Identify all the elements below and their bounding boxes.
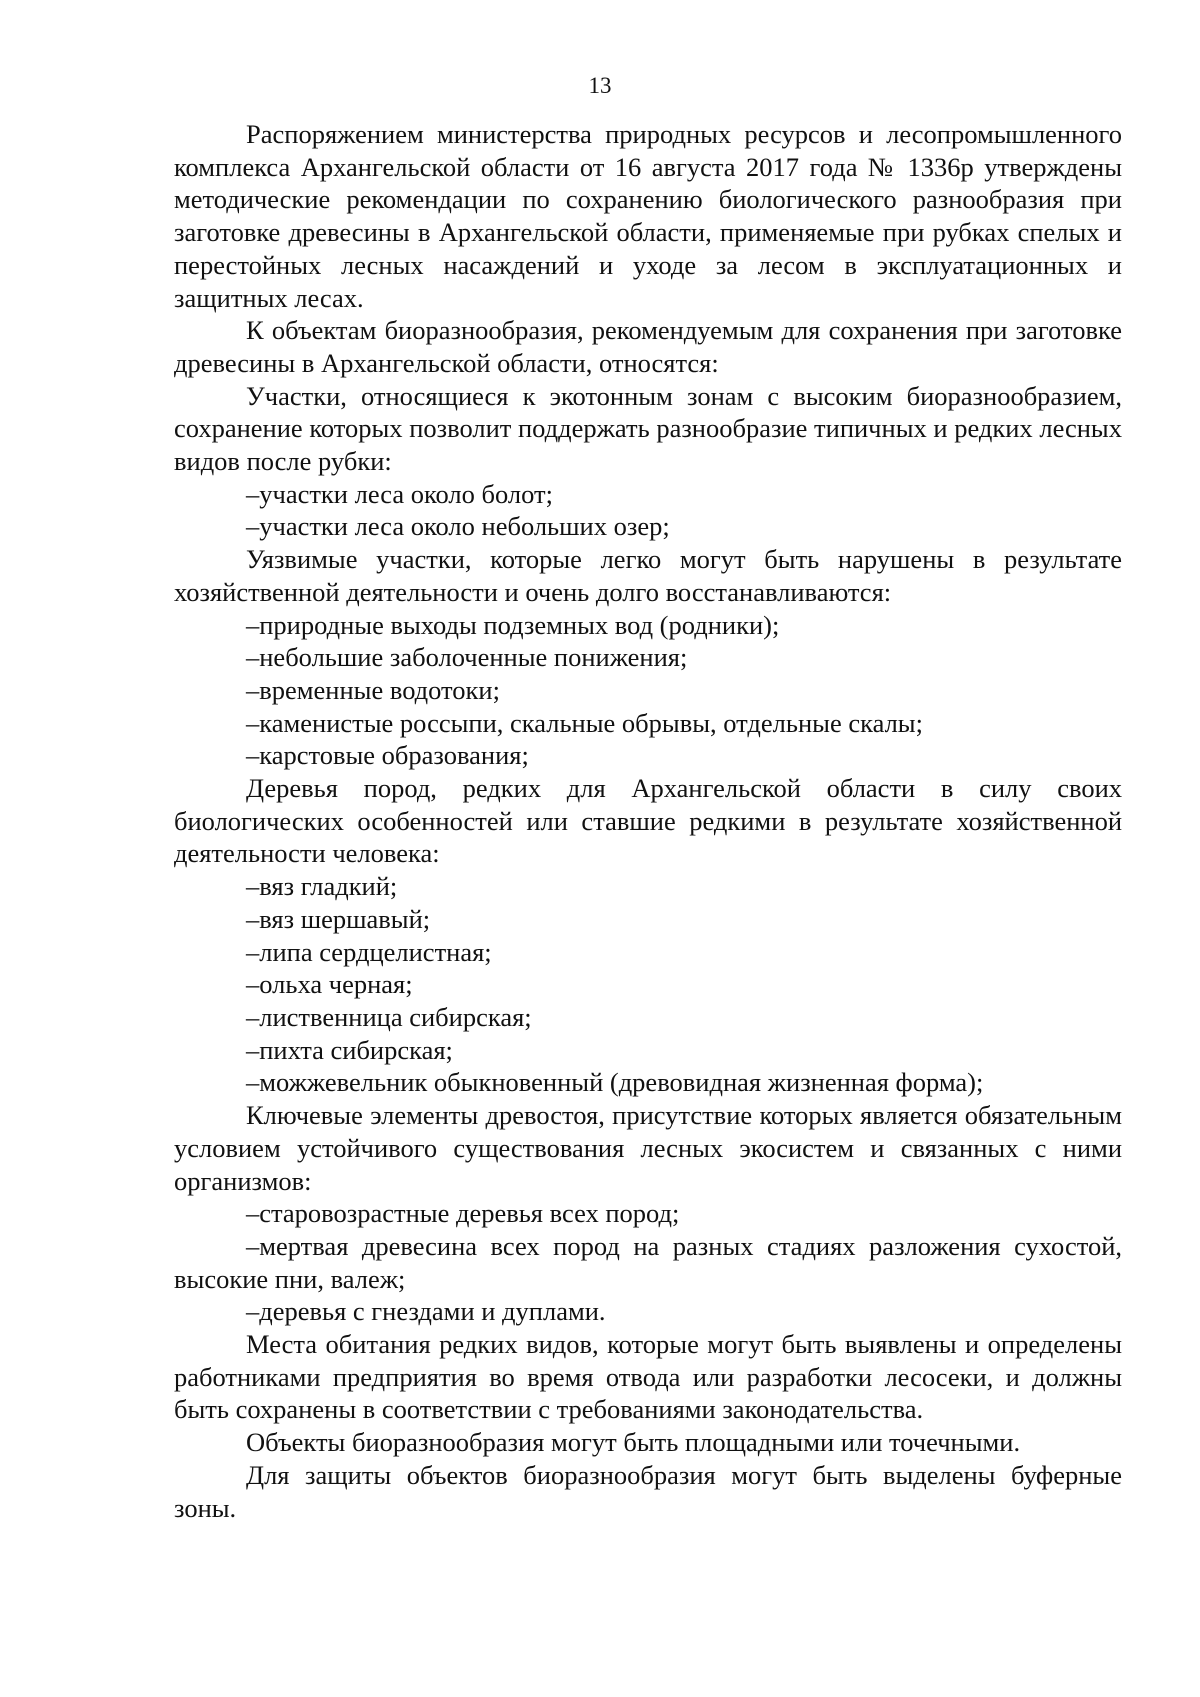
list-item: –каменистые россыпи, скальные обрывы, отдельные скалы; [246,707,923,738]
paragraph-vulnerable-areas: Уязвимые участки, которые легко могут быть нарушены в результате хозяйственной деятельности и очень долго восстанавливаются: [174,544,1122,607]
list-item: –ольха черная; [246,969,413,1000]
list-item: –вяз гладкий; [246,871,398,902]
list-item: –участки леса около болот; [246,478,553,509]
list-item: –вяз шершавый; [246,903,431,934]
paragraph-object-types: Объекты биоразнообразия могут быть площадными или точечными. [246,1427,1021,1458]
paragraph-key-elements: Ключевые элементы древостоя, присутствие которых является обязательным условием устойчивого существования лесных экосистем и связанных с ними организмов: [174,1100,1122,1196]
list-item: –липа сердцелистная; [246,936,492,967]
list-item: –можжевельник обыкновенный (древовидная жизненная форма); [246,1067,984,1098]
list-item: –природные выходы подземных вод (родники); [246,609,780,640]
paragraph-order-intro: Распоряжением министерства природных ресурсов и лесопромышленного комплекса Архангельской области от 16 августа 2017 года № 1336р утверждены методические рекомендации по сохранению биологического разнообразия при заготовке древесины в Архангельской области, применяемые при рубках спелых и перестойных лесных насаждений и уходе за лесом в эксплуатационных и защитных лесах. [174,119,1122,313]
list-item: –участки леса около небольших озер; [246,511,670,542]
list-item: –старовозрастные деревья всех пород; [246,1198,680,1229]
list-item: –пихта сибирская; [246,1034,453,1065]
list-item: –временные водотоки; [246,674,500,705]
list-item: –деревья с гнездами и дуплами. [246,1296,606,1327]
list-item: –мертвая древесина всех пород на разных стадиях разложения сухостой, высокие пни, валеж; [174,1230,1122,1294]
paragraph-ecotone-zones: Участки, относящиеся к экотонным зонам с высоким биоразнообразием, сохранение которых позволит поддержать разнообразие типичных и редких лесных видов после рубки: [174,380,1122,477]
paragraph-objects-intro: К объектам биоразнообразия, рекомендуемым для сохранения при заготовке древесины в Архангельской области, относятся: [174,315,1122,378]
list-item: –карстовые образования; [246,740,529,771]
list-item: –небольшие заболоченные понижения; [246,642,688,673]
document-body [174,118,1122,1524]
paragraph-buffer-zones: Для защиты объектов биоразнообразия могут быть выделены буферные зоны. [174,1459,1122,1523]
page-number: 13 [588,73,612,98]
list-item: –лиственница сибирская; [246,1001,532,1032]
paragraph-rare-species: Деревья пород, редких для Архангельской области в силу своих биологических особенностей или ставшие редкими в результате хозяйственной деятельности человека: [174,773,1122,869]
paragraph-habitats: Места обитания редких видов, которые могут быть выявлены и определены работниками предприятия во время отвода или разработки лесосеки, и должны быть сохранены в соответствии с требованиями законодательства. [174,1329,1122,1425]
